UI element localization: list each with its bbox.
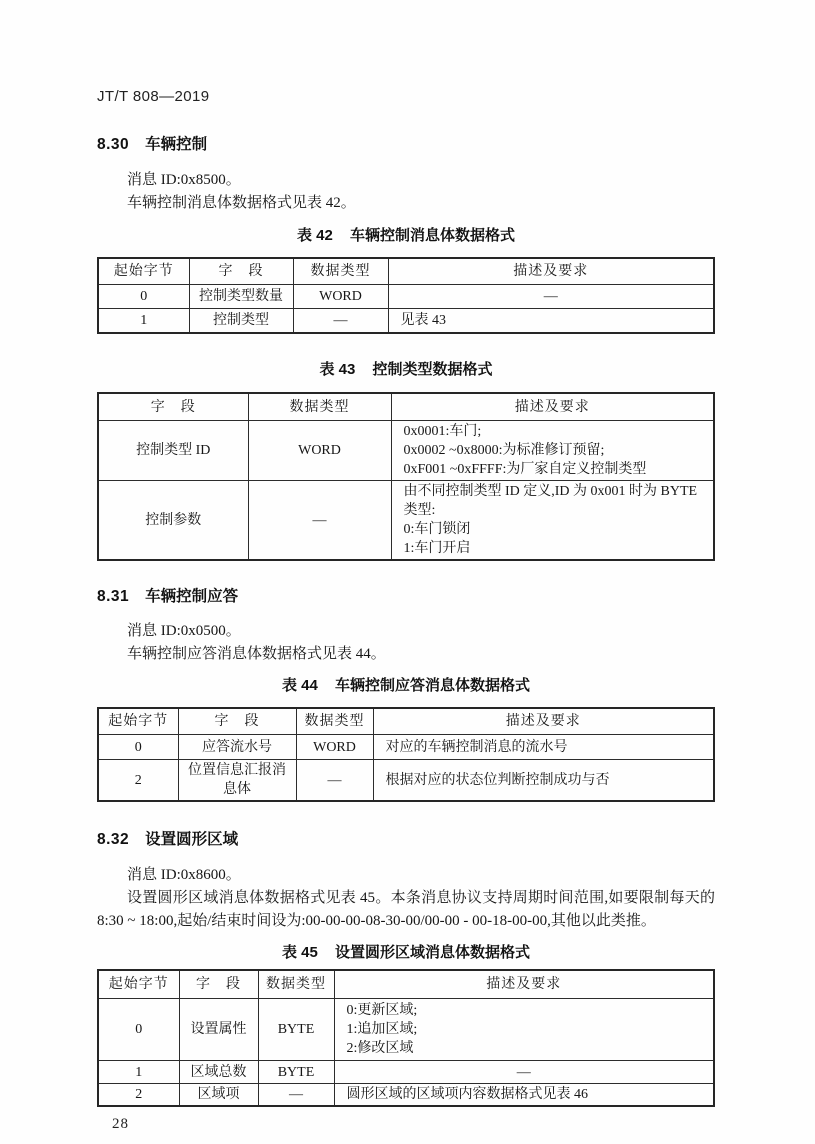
- table-caption-45: [97, 941, 715, 962]
- section-paragraphs: [97, 620, 715, 666]
- col-header-description: 描述及要求: [388, 258, 714, 285]
- section-heading-8-31: [97, 584, 715, 606]
- col-header-field: 字 段: [98, 393, 248, 421]
- table-row: [98, 760, 714, 802]
- col-header-description: 描述及要求: [391, 393, 714, 421]
- table-43: [97, 392, 715, 561]
- section-title: 车辆控制: [145, 136, 208, 153]
- col-header-description: 描述及要求: [334, 970, 714, 999]
- cell-field: 区域项: [179, 1084, 258, 1107]
- table-caption-label: 表 44: [281, 677, 318, 694]
- col-header-start-byte: 起始字节: [98, 708, 178, 735]
- cell-data-type: BYTE: [258, 1061, 334, 1084]
- section-title: 设置圆形区域: [145, 831, 239, 848]
- section-number: 8.32: [97, 831, 130, 848]
- section-paragraphs: [97, 864, 715, 933]
- table-header-row: [98, 970, 714, 999]
- paragraph-table-ref: 车辆控制应答消息体数据格式见表 44。: [127, 646, 386, 662]
- table-caption-44: [97, 674, 715, 695]
- col-header-start-byte: 起始字节: [98, 258, 189, 285]
- col-header-description: 描述及要求: [373, 708, 714, 735]
- cell-field: 控制参数: [98, 481, 248, 561]
- table-header-row: [98, 393, 714, 421]
- paragraph-message-id: 消息 ID:0x8600。: [127, 867, 241, 883]
- cell-description: [334, 999, 714, 1061]
- table-row: [98, 1061, 714, 1084]
- desc-line: 由不同控制类型 ID 定义,ID 为 0x001 时为 BYTE 类型:: [403, 484, 698, 518]
- table-row: [98, 1084, 714, 1107]
- paragraph-message-id: 消息 ID:0x0500。: [127, 623, 241, 639]
- cell-start-byte: 0: [98, 999, 179, 1061]
- col-header-data-type: 数据类型: [248, 393, 391, 421]
- cell-data-type: WORD: [296, 735, 373, 760]
- cell-data-type: —: [296, 760, 373, 802]
- cell-description: 根据对应的状态位判断控制成功与否: [373, 760, 714, 802]
- desc-line: 0x0001:车门;: [403, 424, 482, 439]
- table-caption-title: 控制类型数据格式: [372, 361, 493, 378]
- paragraph-message-id: 消息 ID:0x8500。: [127, 172, 241, 188]
- table-header-row: [98, 258, 714, 285]
- section-heading-8-32: [97, 827, 715, 849]
- table-row: [98, 999, 714, 1061]
- col-header-data-type: 数据类型: [296, 708, 373, 735]
- cell-start-byte: 0: [98, 735, 178, 760]
- table-caption-label: 表 42: [296, 227, 333, 244]
- col-header-data-type: 数据类型: [258, 970, 334, 999]
- section-heading-8-30: [97, 132, 715, 154]
- cell-data-type: —: [293, 309, 388, 334]
- cell-description: —: [334, 1061, 714, 1084]
- table-caption-43: [97, 358, 715, 379]
- table-row: [98, 309, 714, 334]
- desc-line: 0:更新区域;: [346, 1003, 418, 1018]
- table-caption-label: 表 43: [319, 361, 356, 378]
- col-header-start-byte: 起始字节: [98, 970, 179, 999]
- cell-start-byte: 1: [98, 1061, 179, 1084]
- col-header-data-type: 数据类型: [293, 258, 388, 285]
- desc-line: 2:修改区域: [346, 1041, 414, 1056]
- table-caption-label: 表 45: [281, 944, 318, 961]
- section-number: 8.30: [97, 136, 130, 153]
- paragraph-table-ref: 设置圆形区域消息体数据格式见表 45。本条消息协议支持周期时间范围,如要限制每天的 8:30 ~ 18:00,起始/结束时间设为:00-00-00-08-30-00/00-00 - 00-18-00-00,其他以此类推。: [97, 890, 715, 929]
- table-caption-title: 设置圆形区域消息体数据格式: [335, 944, 531, 961]
- cell-description: 圆形区域的区域项内容数据格式见表 46: [334, 1084, 714, 1107]
- cell-data-type: —: [248, 481, 391, 561]
- document-header: JT/T 808—2019: [97, 88, 210, 105]
- cell-start-byte: 0: [98, 285, 189, 309]
- table-caption-42: [97, 224, 715, 245]
- cell-description: [391, 421, 714, 481]
- desc-line: 0x0002 ~0x8000:为标准修订预留;: [403, 443, 605, 458]
- table-caption-title: 车辆控制消息体数据格式: [350, 227, 516, 244]
- table-45: [97, 969, 715, 1107]
- cell-description: —: [388, 285, 714, 309]
- cell-description: 对应的车辆控制消息的流水号: [373, 735, 714, 760]
- cell-data-type: WORD: [248, 421, 391, 481]
- col-header-field: 字 段: [178, 708, 296, 735]
- col-header-field: 字 段: [189, 258, 293, 285]
- table-row: [98, 735, 714, 760]
- cell-description: 见表 43: [388, 309, 714, 334]
- cell-data-type: —: [258, 1084, 334, 1107]
- section-title: 车辆控制应答: [145, 588, 239, 605]
- table-row: [98, 481, 714, 561]
- table-caption-title: 车辆控制应答消息体数据格式: [335, 677, 531, 694]
- cell-field: 区域总数: [179, 1061, 258, 1084]
- table-row: [98, 285, 714, 309]
- table-42: [97, 257, 715, 334]
- cell-field: 控制类型: [189, 309, 293, 334]
- cell-field: 控制类型 ID: [98, 421, 248, 481]
- desc-line: 0xF001 ~0xFFFF:为厂家自定义控制类型: [403, 462, 647, 477]
- cell-description: [391, 481, 714, 561]
- desc-line: 0:车门锁闭: [403, 522, 471, 537]
- cell-field: 控制类型数量: [189, 285, 293, 309]
- cell-start-byte: 2: [98, 1084, 179, 1107]
- paragraph-table-ref: 车辆控制消息体数据格式见表 42。: [127, 195, 356, 211]
- cell-field: 设置属性: [179, 999, 258, 1061]
- table-44: [97, 707, 715, 802]
- cell-field: 应答流水号: [178, 735, 296, 760]
- page-number: 28: [112, 1116, 129, 1132]
- table-row: [98, 421, 714, 481]
- col-header-field: 字 段: [179, 970, 258, 999]
- desc-line: 1:车门开启: [403, 541, 471, 556]
- cell-data-type: WORD: [293, 285, 388, 309]
- table-header-row: [98, 708, 714, 735]
- cell-data-type: BYTE: [258, 999, 334, 1061]
- section-paragraphs: [97, 169, 715, 215]
- cell-field: 位置信息汇报消息体: [178, 760, 296, 802]
- cell-start-byte: 1: [98, 309, 189, 334]
- desc-line: 1:追加区域;: [346, 1022, 418, 1037]
- cell-start-byte: 2: [98, 760, 178, 802]
- section-number: 8.31: [97, 588, 130, 605]
